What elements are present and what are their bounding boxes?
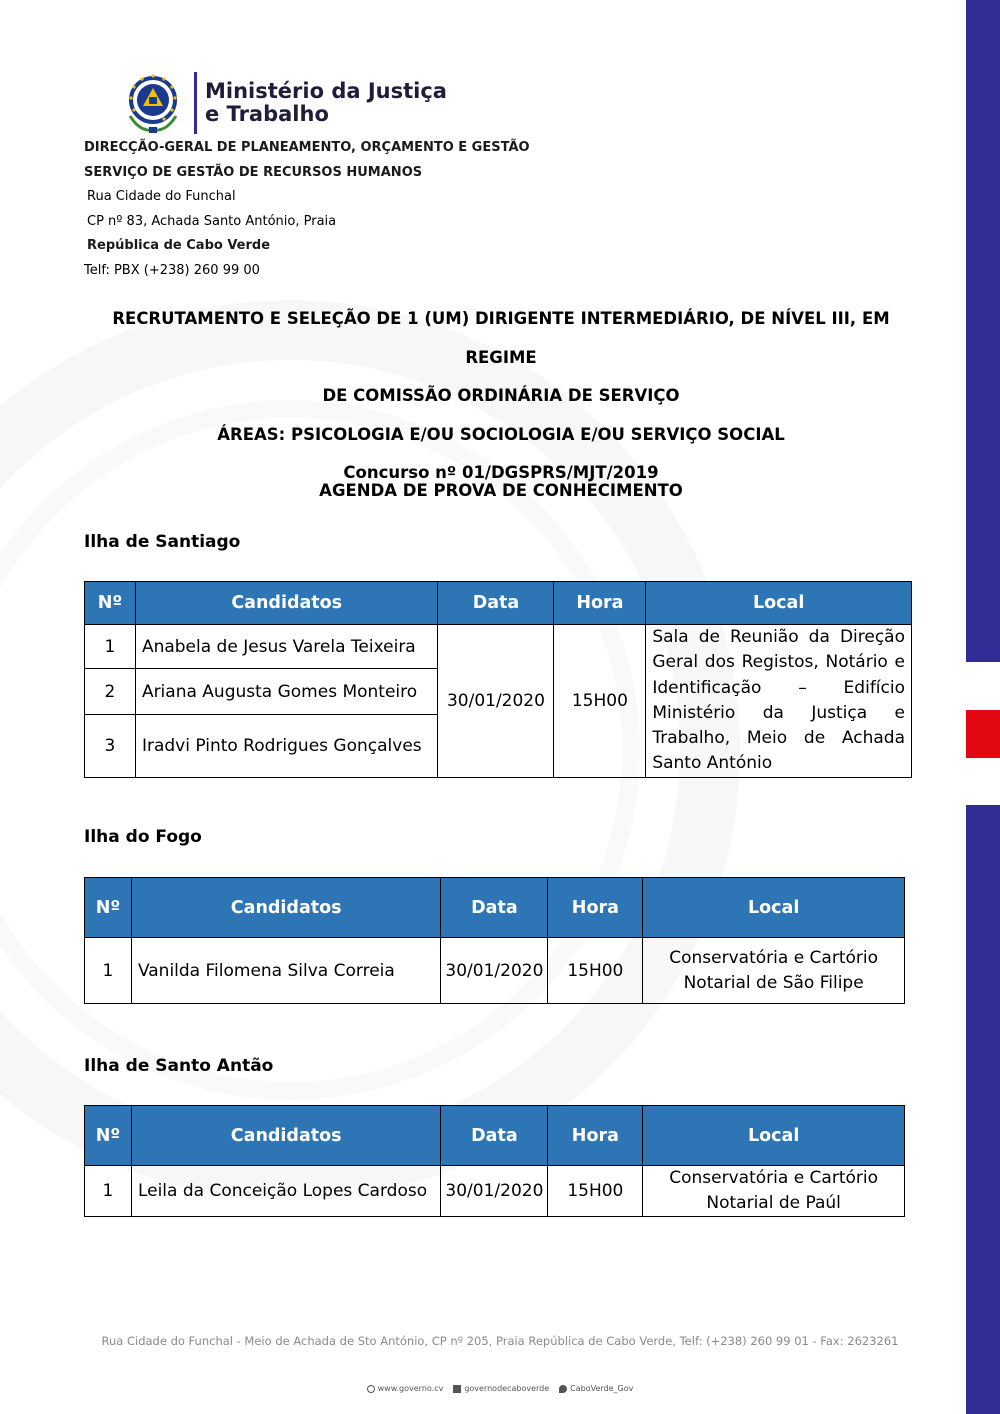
footer-address: Rua Cidade do Funchal - Meio de Achada de Sto António, CP nº 205, Praia República de Cabo Verde, Telf: (+238) 260 99 01 - Fax: 2623261 [101,1334,899,1348]
logo-divider [194,72,197,134]
cell-date: 30/01/2020 [441,938,548,1004]
header-service: SERVIÇO DE GESTÃO DE RECURSOS HUMANOS [84,164,423,180]
col-header-local: Local [646,582,912,625]
local-line: Conservatória e Cartório [669,1168,879,1188]
title-line-3: ÁREAS: PSICOLOGIA E/OU SOCIOLOGIA E/OU SERVIÇO SOCIAL [217,424,785,444]
cell-number: 1 [85,625,136,669]
footer-twitter-link[interactable] [559,1384,633,1393]
col-header-local: Local [643,1106,905,1166]
table-header-row [85,878,905,938]
cell-hour: 15H00 [548,1166,643,1217]
table-row [85,1166,905,1217]
header-country: República de Cabo Verde [87,238,271,254]
side-bar-blue-top [966,0,1000,662]
coat-of-arms-icon [120,70,186,136]
cell-candidate: Anabela de Jesus Varela Teixeira [135,625,438,669]
local-line: Santo António [652,753,773,774]
cell-date: 30/01/2020 [441,1166,548,1217]
col-header-candidates: Candidatos [131,878,441,938]
local-line: Ministério da Justiça e [652,702,905,723]
footer-web-link[interactable] [367,1384,444,1393]
cell-number: 2 [85,669,136,715]
section-title-santiago: Ilha de Santiago [84,532,241,552]
footer-web-text: www.governo.cv [377,1384,444,1393]
cell-candidate: Vanilda Filomena Silva Correia [131,938,441,1004]
col-header-hour: Hora [548,1106,643,1166]
local-line: Identificação – Edifício [652,677,905,698]
cell-number: 1 [85,938,132,1004]
header-phone: Telf: PBX (+238) 260 99 00 [84,262,260,278]
local-line: Trabalho, Meio de Achada [652,728,905,749]
table-row [85,625,912,669]
cell-number: 3 [85,715,136,777]
cell-candidate: Ariana Augusta Gomes Monteiro [135,669,438,715]
ministry-logo [120,70,447,136]
title-line-1: RECRUTAMENTO E SELEÇÃO DE 1 (UM) DIRIGENTE INTERMEDIÁRIO, DE NÍVEL III, EM REGIME [112,309,890,367]
footer-facebook-link[interactable] [453,1384,549,1393]
cell-local [643,938,905,1004]
header-postal: CP nº 83, Achada Santo António, Praia [87,213,337,229]
local-line: Sala de Reunião da Direção [652,627,905,647]
cell-date: 30/01/2020 [438,625,554,778]
local-line: Notarial de Paúl [706,1193,841,1213]
col-header-date: Data [441,878,548,938]
document-title [84,300,918,493]
header-street: Rua Cidade do Funchal [87,189,236,205]
col-header-date: Data [438,582,554,625]
footer-facebook-text: governodecaboverde [464,1384,550,1393]
table-santiago [84,581,912,778]
cell-local [643,1166,905,1217]
table-fogo [84,877,905,1004]
section-title-santo-antao: Ilha de Santo Antão [84,1056,274,1076]
local-line: Conservatória e Cartório [669,947,879,968]
footer-social-links [0,1384,1000,1393]
col-header-number: Nº [85,1106,132,1166]
cell-local [646,625,912,778]
col-header-candidates: Candidatos [131,1106,441,1166]
cell-hour: 15H00 [554,625,646,778]
twitter-icon [559,1385,567,1393]
col-header-hour: Hora [554,582,646,625]
table-santo-antao [84,1105,905,1217]
ministry-name [205,80,447,126]
table-row [85,938,905,1004]
col-header-hour: Hora [548,878,643,938]
cell-number: 1 [85,1166,132,1217]
col-header-candidates: Candidatos [135,582,438,625]
agenda-title: AGENDA DE PROVA DE CONHECIMENTO [319,481,683,500]
title-line-2: DE COMISSÃO ORDINÁRIA DE SERVIÇO [322,386,680,405]
cell-candidate: Iradvi Pinto Rodrigues Gonçalves [135,715,438,777]
title-line-4: Concurso nº 01/DGSPRS/MJT/2019 [343,463,659,482]
ministry-name-line1: Ministério da Justiça [205,79,447,103]
cell-hour: 15H00 [548,938,643,1004]
col-header-date: Data [441,1106,548,1166]
side-bar-red [966,710,1000,758]
cell-candidate: Leila da Conceição Lopes Cardoso [131,1166,441,1217]
ministry-name-line2: e Trabalho [205,102,329,126]
table-header-row [85,582,912,625]
side-bar-blue-bottom [966,805,1000,1414]
local-line: Notarial de São Filipe [683,972,864,993]
header-address-block [84,136,530,284]
section-title-fogo: Ilha do Fogo [84,827,202,847]
footer-twitter-text: CaboVerde_Gov [570,1384,634,1393]
col-header-number: Nº [85,878,132,938]
facebook-icon [453,1385,461,1393]
local-line: Geral dos Registos, Notário e [652,652,905,673]
table-header-row [85,1106,905,1166]
col-header-number: Nº [85,582,136,625]
globe-icon [367,1385,375,1393]
header-directorate: DIRECÇÃO-GERAL DE PLANEAMENTO, ORÇAMENTO E GESTÃO [84,140,530,155]
col-header-local: Local [643,878,905,938]
